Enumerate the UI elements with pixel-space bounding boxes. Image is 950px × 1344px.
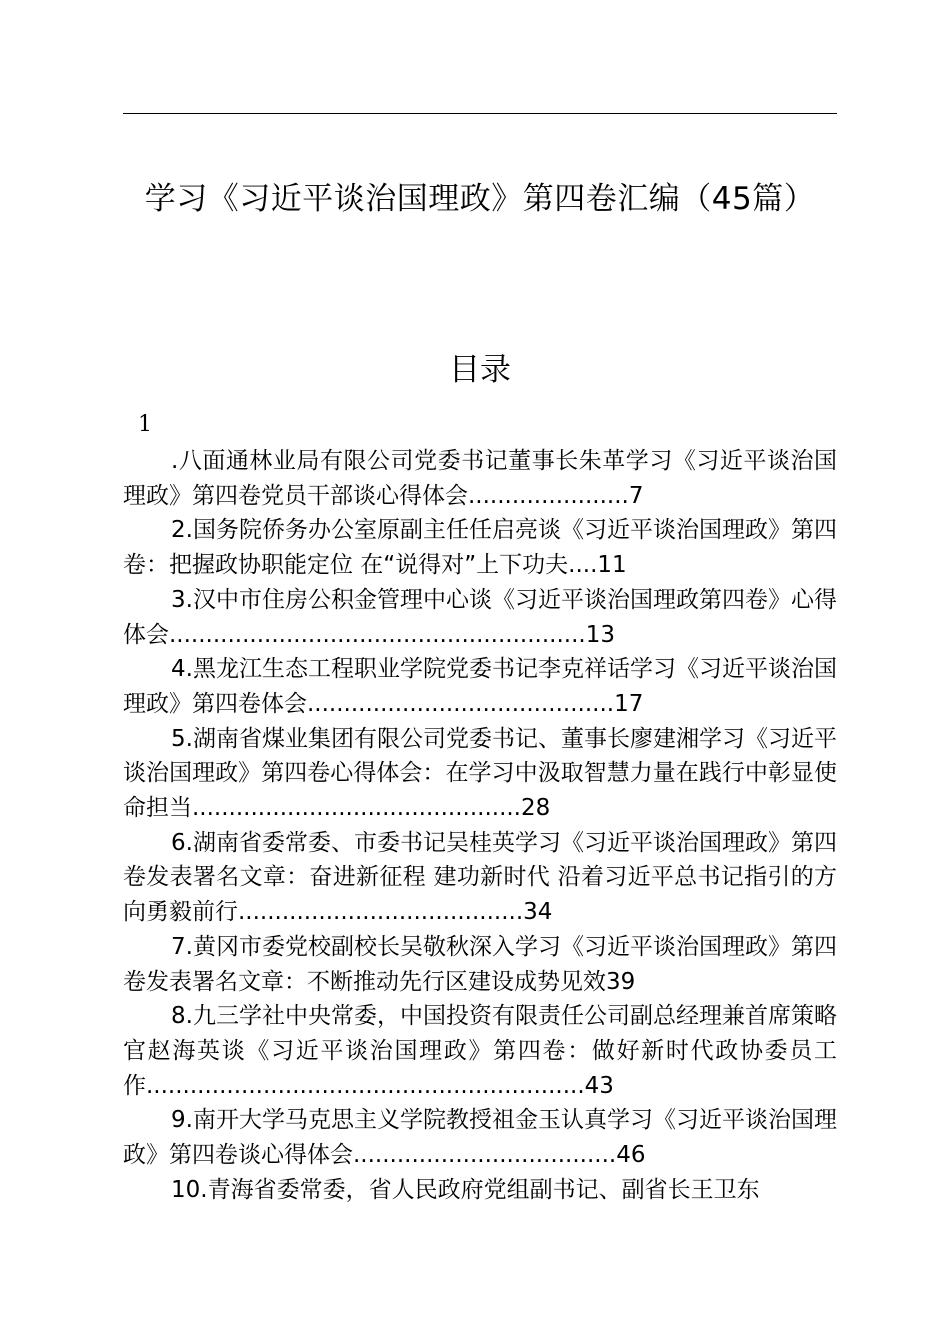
toc-entry-4[interactable]: 4.黑龙江生态工程职业学院党委书记李克祥话学习《习近平谈治国理政》第四卷体会..........................................17 bbox=[123, 656, 837, 717]
page-marker: 1 bbox=[138, 412, 152, 437]
toc-entry-2[interactable]: 2.国务院侨务办公室原副主任任启亮谈《习近平谈治国理政》第四卷：把握政协职能定位 在“说得对”上下功夫....11 bbox=[123, 517, 837, 579]
toc-entry-1[interactable]: .八面通林业局有限公司党委书记董事长朱革学习《习近平谈治国理政》第四卷党员干部谈心得体会......................7 bbox=[123, 448, 837, 509]
toc-entry-9[interactable]: 9.南开大学马克思主义学院教授祖金玉认真学习《习近平谈治国理政》第四卷谈心得体会....................................46 bbox=[123, 1107, 837, 1169]
toc-entry-3[interactable]: 3.汉中市住房公积金管理中心谈《习近平谈治国理政第四卷》心得体会.........................................................13 bbox=[123, 586, 837, 648]
toc-entry-5[interactable]: 5.湖南省煤业集团有限公司党委书记、董事长廖建湘学习《习近平谈治国理政》第四卷心得体会：在学习中汲取智慧力量在践行中彰显使命担当.............................................28 bbox=[123, 725, 837, 822]
header-rule bbox=[123, 113, 837, 114]
toc-entry-10[interactable]: 10.青海省委常委，省人民政府党组副书记、副省长王卫东 bbox=[171, 1176, 760, 1203]
toc-entry-7[interactable]: 7.黄冈市委党校副校长吴敬秋深入学习《习近平谈治国理政》第四卷发表署名文章：不断推动先行区建设成势见效39 bbox=[123, 933, 837, 995]
toc-heading: 目录 bbox=[449, 352, 511, 388]
document-title: 学习《习近平谈治国理政》第四卷汇编（45篇） bbox=[144, 181, 816, 217]
toc-entry-8[interactable]: 8.九三学社中央常委，中国投资有限责任公司副总经理兼首席策略官赵海英谈《习近平谈治国理政》第四卷：做好新时代政协委员工作............................................................43 bbox=[123, 1003, 837, 1099]
toc-entry-6[interactable]: 6.湖南省委常委、市委书记吴桂英学习《习近平谈治国理政》第四卷发表署名文章：奋进新征程 建功新时代 沿着习近平总书记指引的方向勇毅前行.......................................34 bbox=[123, 829, 837, 926]
toc-list bbox=[123, 444, 837, 1207]
